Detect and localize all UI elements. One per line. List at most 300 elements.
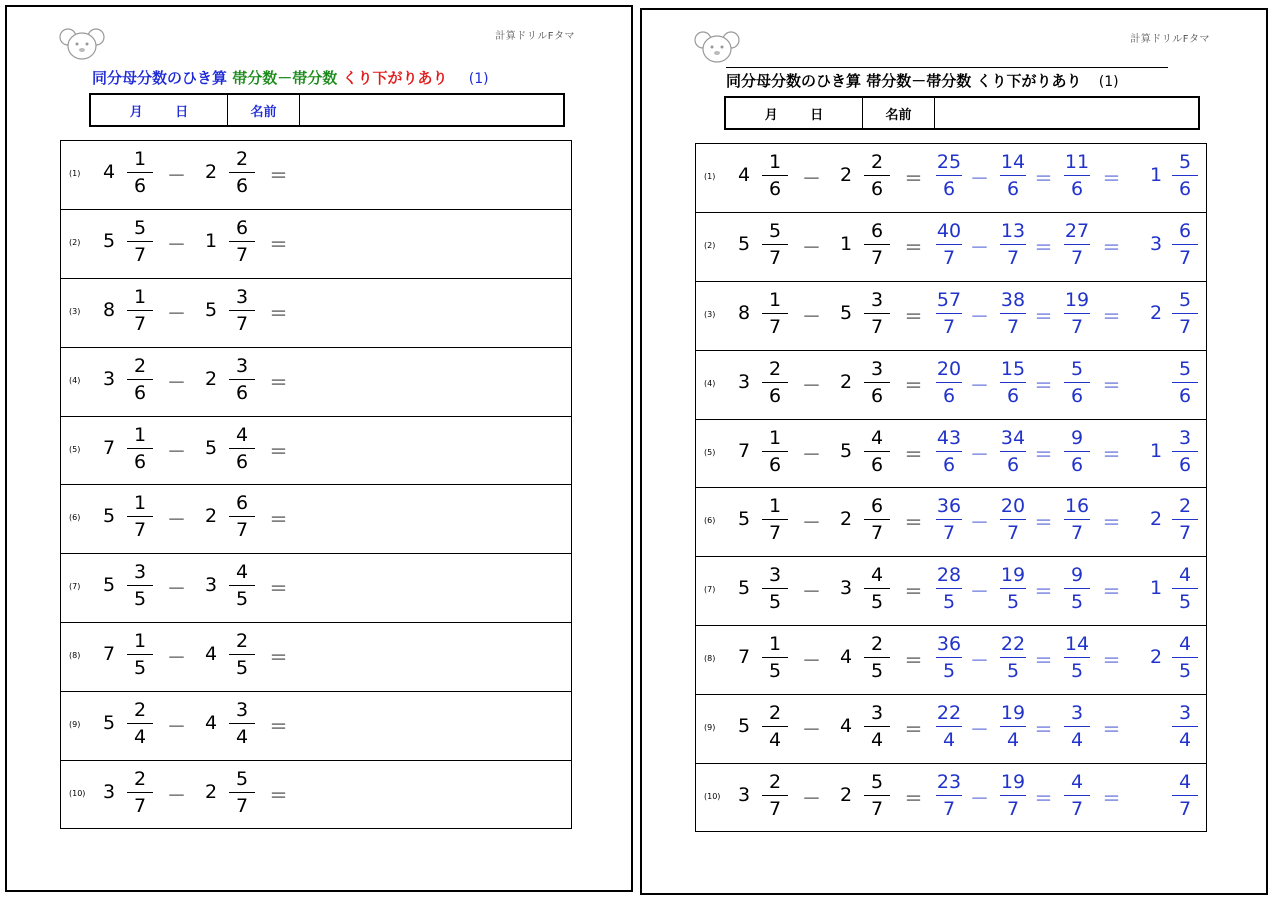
improper-subtrahend-numerator: 15: [1000, 357, 1026, 380]
minus-sign: －: [970, 305, 990, 328]
answer-row: [696, 626, 1206, 695]
problem-number: (8): [69, 651, 81, 661]
improper-subtrahend-numerator: 19: [1000, 564, 1026, 587]
answer-fraction-denominator: 7: [1178, 798, 1192, 821]
fraction-bar: [1064, 451, 1090, 452]
problem-row: [61, 692, 571, 761]
answer-fraction: [1170, 563, 1200, 614]
minuend-fraction: [760, 426, 790, 477]
minuend-fraction-numerator: 2: [768, 702, 782, 725]
fraction-bar: [229, 448, 255, 449]
problem-row: [61, 210, 571, 279]
answer-fraction: [1170, 701, 1200, 752]
minus-sign: －: [970, 719, 990, 742]
subtrahend-fraction-denominator: 5: [235, 588, 249, 611]
problem-number: (5): [704, 447, 716, 457]
subtrahend-fraction: [227, 629, 257, 680]
answer-whole: 1: [1150, 577, 1163, 600]
fraction-bar: [1172, 519, 1198, 520]
subtrahend-whole: 2: [205, 781, 218, 804]
problem-number: (10): [704, 792, 721, 802]
fraction-bar: [1172, 588, 1198, 589]
subtrahend-whole: 4: [840, 715, 853, 738]
improper-minuend-numerator: 28: [936, 564, 962, 587]
fraction-bar: [864, 795, 890, 796]
fraction-bar: [864, 726, 890, 727]
fraction-bar: [229, 516, 255, 517]
answer-fraction: [1170, 494, 1200, 545]
improper-minuend: [934, 426, 964, 477]
problem-number: (2): [704, 240, 716, 250]
subtrahend-fraction-numerator: 6: [870, 495, 884, 518]
difference-fraction-numerator: 9: [1070, 564, 1084, 587]
fraction-bar: [1000, 657, 1026, 658]
improper-subtrahend-denominator: 6: [1006, 384, 1020, 407]
minuend-fraction-numerator: 2: [133, 354, 147, 377]
problem-row: [61, 417, 571, 486]
subtrahend-fraction-numerator: 4: [870, 564, 884, 587]
improper-subtrahend: [998, 770, 1028, 821]
fraction-bar: [936, 519, 962, 520]
minuend-fraction-denominator: 6: [768, 178, 782, 200]
equals-sign: ＝: [904, 719, 924, 742]
subtrahend-whole: 2: [205, 505, 218, 528]
answer-fraction-numerator: 5: [1178, 357, 1192, 380]
improper-minuend-numerator: 57: [936, 288, 962, 311]
fraction-bar: [127, 241, 153, 242]
difference-fraction-numerator: 5: [1070, 357, 1084, 380]
difference-fraction-numerator: 4: [1070, 771, 1084, 794]
minus-sign: －: [970, 374, 990, 397]
fraction-bar: [1064, 726, 1090, 727]
improper-minuend-numerator: 20: [936, 357, 962, 380]
difference-fraction-numerator: 27: [1064, 219, 1090, 242]
minuend-fraction-denominator: 7: [133, 795, 147, 818]
minuend-whole: 5: [738, 232, 751, 255]
subtrahend-whole: 5: [840, 301, 853, 324]
worksheet-problems: [5, 5, 633, 892]
subtrahend-fraction: [862, 563, 892, 614]
page-title: [726, 67, 1168, 91]
answer-fraction-denominator: 5: [1178, 660, 1192, 683]
answer-fraction: [1170, 770, 1200, 821]
improper-subtrahend-numerator: 13: [1000, 219, 1026, 242]
fraction-bar: [762, 244, 788, 245]
improper-subtrahend-numerator: 38: [1000, 288, 1026, 311]
improper-subtrahend-denominator: 7: [1006, 246, 1020, 269]
answer-whole: 2: [1150, 301, 1163, 324]
problem-row: [61, 279, 571, 348]
minuend-fraction-numerator: 1: [133, 285, 147, 308]
fraction-bar: [864, 657, 890, 658]
minus-sign: －: [167, 233, 187, 256]
subtrahend-fraction: [862, 288, 892, 339]
fraction-bar: [1000, 519, 1026, 520]
difference-fraction-denominator: 7: [1070, 246, 1084, 269]
fraction-bar: [936, 657, 962, 658]
fraction-bar: [1172, 726, 1198, 727]
fraction-bar: [936, 588, 962, 589]
fraction-bar: [229, 310, 255, 311]
minuend-fraction: [125, 423, 155, 474]
subtrahend-fraction: [862, 494, 892, 545]
name-field[interactable]: [935, 98, 1198, 128]
subtrahend-fraction-denominator: 7: [235, 519, 249, 542]
subtrahend-fraction-numerator: 6: [235, 216, 249, 239]
problem-row: [61, 761, 571, 830]
minuend-fraction-numerator: 3: [133, 561, 147, 584]
minus-sign: －: [167, 302, 187, 325]
fraction-bar: [229, 654, 255, 655]
subtrahend-whole: 2: [205, 367, 218, 390]
improper-subtrahend-denominator: 5: [1006, 660, 1020, 683]
subtrahend-fraction-numerator: 4: [235, 423, 249, 446]
problem-number: (9): [69, 720, 81, 730]
answer-fraction-denominator: 6: [1178, 384, 1192, 407]
difference-fraction: [1062, 426, 1092, 477]
fraction-bar: [1000, 175, 1026, 176]
problem-number: (9): [704, 723, 716, 733]
minuend-fraction-denominator: 7: [768, 315, 782, 338]
equals-sign: ＝: [1034, 236, 1054, 259]
subtrahend-whole: 2: [840, 370, 853, 393]
mouse-face-icon: [59, 27, 105, 61]
problem-number: (7): [69, 582, 81, 592]
answer-fraction: [1170, 632, 1200, 683]
difference-fraction-numerator: 11: [1064, 151, 1090, 173]
minus-sign: －: [970, 443, 990, 466]
answer-fraction-denominator: 7: [1178, 315, 1192, 338]
minuend-fraction-numerator: 3: [768, 564, 782, 587]
answer-row: [696, 488, 1206, 557]
fraction-bar: [864, 519, 890, 520]
difference-fraction-denominator: 7: [1070, 315, 1084, 338]
subtrahend-fraction-numerator: 5: [235, 768, 249, 791]
improper-minuend-denominator: 7: [942, 315, 956, 338]
minuend-fraction: [760, 770, 790, 821]
improper-subtrahend-numerator: 34: [1000, 426, 1026, 449]
subtrahend-fraction-denominator: 6: [235, 450, 249, 473]
subtrahend-fraction-numerator: 3: [870, 702, 884, 725]
subtrahend-fraction-denominator: 5: [870, 591, 884, 614]
subtrahend-fraction-denominator: 4: [870, 729, 884, 752]
equals-sign: ＝: [904, 650, 924, 673]
improper-subtrahend: [998, 288, 1028, 339]
page-title: [92, 67, 489, 88]
fraction-bar: [936, 726, 962, 727]
improper-minuend-numerator: 36: [936, 633, 962, 656]
minuend-whole: 5: [103, 712, 116, 735]
subtrahend-fraction-numerator: 2: [870, 151, 884, 173]
mouse-face-icon: [694, 30, 740, 64]
equals-sign: ＝: [1102, 512, 1122, 535]
answer-grid: [695, 143, 1207, 832]
improper-minuend-denominator: 7: [942, 246, 956, 269]
equals-sign: ＝: [1034, 168, 1054, 190]
minuend-fraction-denominator: 4: [133, 726, 147, 749]
minuend-fraction: [760, 563, 790, 614]
improper-subtrahend: [998, 494, 1028, 545]
improper-subtrahend: [998, 357, 1028, 408]
subtrahend-fraction: [227, 491, 257, 542]
equals-sign: ＝: [269, 647, 289, 670]
improper-minuend-denominator: 6: [942, 384, 956, 407]
answer-fraction-numerator: 6: [1178, 219, 1192, 242]
problem-row: [61, 554, 571, 623]
improper-subtrahend: [998, 150, 1028, 201]
improper-minuend-denominator: 5: [942, 591, 956, 614]
difference-fraction-denominator: 6: [1070, 178, 1084, 200]
improper-minuend-denominator: 7: [942, 522, 956, 545]
fraction-bar: [762, 519, 788, 520]
minuend-whole: 4: [738, 164, 751, 186]
minuend-fraction-denominator: 7: [133, 243, 147, 266]
fraction-bar: [127, 448, 153, 449]
name-date-box: [724, 96, 1200, 130]
answer-fraction-numerator: 4: [1178, 633, 1192, 656]
improper-subtrahend-numerator: 14: [1000, 151, 1026, 173]
fraction-bar: [229, 379, 255, 380]
fraction-bar: [1064, 588, 1090, 589]
minuend-fraction-numerator: 1: [768, 495, 782, 518]
minuend-fraction: [125, 767, 155, 818]
fraction-bar: [1172, 657, 1198, 658]
minuend-fraction-numerator: 2: [768, 357, 782, 380]
minuend-fraction: [760, 288, 790, 339]
subtrahend-fraction-denominator: 6: [870, 178, 884, 200]
minuend-fraction: [125, 285, 155, 336]
worksheet-answers: [640, 8, 1268, 895]
fraction-bar: [127, 172, 153, 173]
difference-fraction-numerator: 16: [1064, 495, 1090, 518]
equals-sign: ＝: [269, 716, 289, 739]
minuend-whole: 3: [738, 784, 751, 807]
answer-fraction-denominator: 6: [1178, 178, 1192, 200]
improper-minuend: [934, 150, 964, 201]
minuend-whole: 8: [738, 301, 751, 324]
minus-sign: －: [802, 305, 822, 328]
subtrahend-fraction: [227, 423, 257, 474]
difference-fraction-numerator: 19: [1064, 288, 1090, 311]
brand-label: 計算ドリルFタマ: [495, 31, 575, 42]
improper-minuend-numerator: 36: [936, 495, 962, 518]
minuend-fraction-numerator: 1: [133, 492, 147, 515]
answer-fraction-numerator: 3: [1178, 426, 1192, 449]
answer-row: [696, 213, 1206, 282]
answer-fraction-numerator: 5: [1178, 151, 1192, 173]
improper-minuend: [934, 357, 964, 408]
problem-number: (7): [704, 585, 716, 595]
title-condition: くり下がりあり: [976, 72, 1082, 90]
minuend-whole: 3: [103, 367, 116, 390]
equals-sign: ＝: [1102, 168, 1122, 190]
minus-sign: －: [802, 168, 822, 190]
equals-sign: ＝: [904, 168, 924, 190]
minus-sign: －: [167, 440, 187, 463]
fraction-bar: [864, 244, 890, 245]
improper-subtrahend-numerator: 22: [1000, 633, 1026, 656]
fraction-bar: [127, 723, 153, 724]
equals-sign: ＝: [904, 305, 924, 328]
improper-minuend-denominator: 6: [942, 453, 956, 476]
answer-row: [696, 420, 1206, 489]
improper-subtrahend-numerator: 19: [1000, 702, 1026, 725]
name-date-box: [89, 93, 565, 127]
fraction-bar: [864, 313, 890, 314]
answer-fraction-denominator: 6: [1178, 453, 1192, 476]
fraction-bar: [229, 792, 255, 793]
subtrahend-fraction-denominator: 7: [870, 315, 884, 338]
date-label: 月 日: [91, 95, 228, 125]
subtrahend-fraction-numerator: 3: [235, 285, 249, 308]
fraction-bar: [1000, 795, 1026, 796]
minuend-fraction-numerator: 1: [133, 423, 147, 446]
subtrahend-fraction-numerator: 3: [870, 288, 884, 311]
difference-fraction-denominator: 7: [1070, 522, 1084, 545]
difference-fraction-numerator: 9: [1070, 426, 1084, 449]
fraction-bar: [762, 175, 788, 176]
answer-fraction: [1170, 357, 1200, 408]
subtrahend-fraction: [862, 632, 892, 683]
fraction-bar: [229, 723, 255, 724]
answer-fraction: [1170, 288, 1200, 339]
subtrahend-fraction-denominator: 7: [235, 243, 249, 266]
minus-sign: －: [167, 785, 187, 808]
equals-sign: ＝: [904, 788, 924, 811]
minus-sign: －: [802, 719, 822, 742]
minuend-whole: 7: [738, 439, 751, 462]
subtrahend-fraction-denominator: 6: [870, 384, 884, 407]
minuend-fraction-numerator: 1: [768, 426, 782, 449]
subtrahend-fraction: [227, 767, 257, 818]
fraction-bar: [229, 172, 255, 173]
subtrahend-whole: 3: [205, 574, 218, 597]
subtrahend-whole: 2: [840, 164, 853, 186]
title-condition: くり下がりあり: [342, 69, 448, 87]
fraction-bar: [762, 382, 788, 383]
minuend-fraction-numerator: 5: [133, 216, 147, 239]
problem-row: [61, 141, 571, 210]
equals-sign: ＝: [269, 371, 289, 394]
equals-sign: ＝: [1102, 236, 1122, 259]
name-label: 名前: [228, 95, 300, 125]
minus-sign: －: [802, 788, 822, 811]
fraction-bar: [1000, 244, 1026, 245]
minus-sign: －: [970, 168, 990, 190]
improper-minuend-numerator: 43: [936, 426, 962, 449]
subtrahend-fraction-numerator: 2: [235, 148, 249, 170]
problem-number: (6): [704, 516, 716, 526]
minuend-whole: 3: [103, 781, 116, 804]
problem-number: (8): [704, 654, 716, 664]
equals-sign: ＝: [269, 165, 289, 187]
fraction-bar: [127, 310, 153, 311]
subtrahend-whole: 1: [205, 229, 218, 252]
fraction-bar: [1064, 382, 1090, 383]
equals-sign: ＝: [1034, 374, 1054, 397]
fraction-bar: [762, 313, 788, 314]
subtrahend-whole: 1: [840, 232, 853, 255]
improper-minuend: [934, 632, 964, 683]
subtrahend-fraction-denominator: 7: [870, 798, 884, 821]
equals-sign: ＝: [269, 233, 289, 256]
difference-fraction-numerator: 14: [1064, 633, 1090, 656]
fraction-bar: [1064, 244, 1090, 245]
answer-fraction-denominator: 4: [1178, 729, 1192, 752]
improper-minuend-numerator: 22: [936, 702, 962, 725]
equals-sign: ＝: [1102, 305, 1122, 328]
name-label: 名前: [863, 98, 935, 128]
difference-fraction-denominator: 7: [1070, 798, 1084, 821]
name-field[interactable]: [300, 95, 563, 125]
title-topic: 同分母分数のひき算: [726, 72, 862, 90]
subtrahend-fraction-denominator: 4: [235, 726, 249, 749]
improper-subtrahend-denominator: 7: [1006, 315, 1020, 338]
improper-subtrahend-numerator: 19: [1000, 771, 1026, 794]
subtrahend-fraction-denominator: 7: [235, 795, 249, 818]
minuend-fraction-denominator: 5: [768, 660, 782, 683]
improper-minuend: [934, 770, 964, 821]
equals-sign: ＝: [269, 578, 289, 601]
minuend-fraction: [125, 354, 155, 405]
title-type: 帯分数－帯分数: [866, 72, 972, 90]
minuend-whole: 7: [738, 646, 751, 669]
improper-minuend-denominator: 4: [942, 729, 956, 752]
fraction-bar: [1000, 382, 1026, 383]
improper-minuend: [934, 701, 964, 752]
fraction-bar: [127, 379, 153, 380]
minuend-fraction-denominator: 6: [768, 384, 782, 407]
subtrahend-fraction-numerator: 4: [870, 426, 884, 449]
answer-fraction-numerator: 4: [1178, 564, 1192, 587]
problem-number: (5): [69, 444, 81, 454]
minus-sign: －: [970, 788, 990, 811]
fraction-bar: [1000, 451, 1026, 452]
fraction-bar: [1064, 175, 1090, 176]
improper-subtrahend: [998, 219, 1028, 270]
improper-subtrahend: [998, 563, 1028, 614]
problem-number: (1): [69, 169, 81, 178]
subtrahend-whole: 5: [205, 298, 218, 321]
minus-sign: －: [802, 512, 822, 535]
difference-fraction: [1062, 770, 1092, 821]
problem-number: (10): [69, 789, 86, 799]
minus-sign: －: [802, 236, 822, 259]
minuend-whole: 3: [738, 370, 751, 393]
fraction-bar: [936, 451, 962, 452]
difference-fraction: [1062, 357, 1092, 408]
minuend-fraction-denominator: 6: [133, 175, 147, 197]
equals-sign: ＝: [1102, 443, 1122, 466]
subtrahend-fraction-denominator: 6: [235, 381, 249, 404]
minuend-fraction-numerator: 1: [133, 630, 147, 653]
answer-fraction-numerator: 5: [1178, 288, 1192, 311]
minus-sign: －: [970, 512, 990, 535]
fraction-bar: [762, 451, 788, 452]
subtrahend-fraction: [227, 560, 257, 611]
minuend-fraction: [760, 632, 790, 683]
fraction-bar: [936, 795, 962, 796]
minus-sign: －: [802, 650, 822, 673]
subtrahend-fraction-denominator: 6: [235, 175, 249, 197]
fraction-bar: [127, 654, 153, 655]
minus-sign: －: [167, 647, 187, 670]
subtrahend-fraction: [862, 219, 892, 270]
minuend-whole: 7: [103, 436, 116, 459]
improper-minuend-denominator: 5: [942, 660, 956, 683]
minuend-fraction-numerator: 2: [133, 768, 147, 791]
fraction-bar: [1064, 795, 1090, 796]
